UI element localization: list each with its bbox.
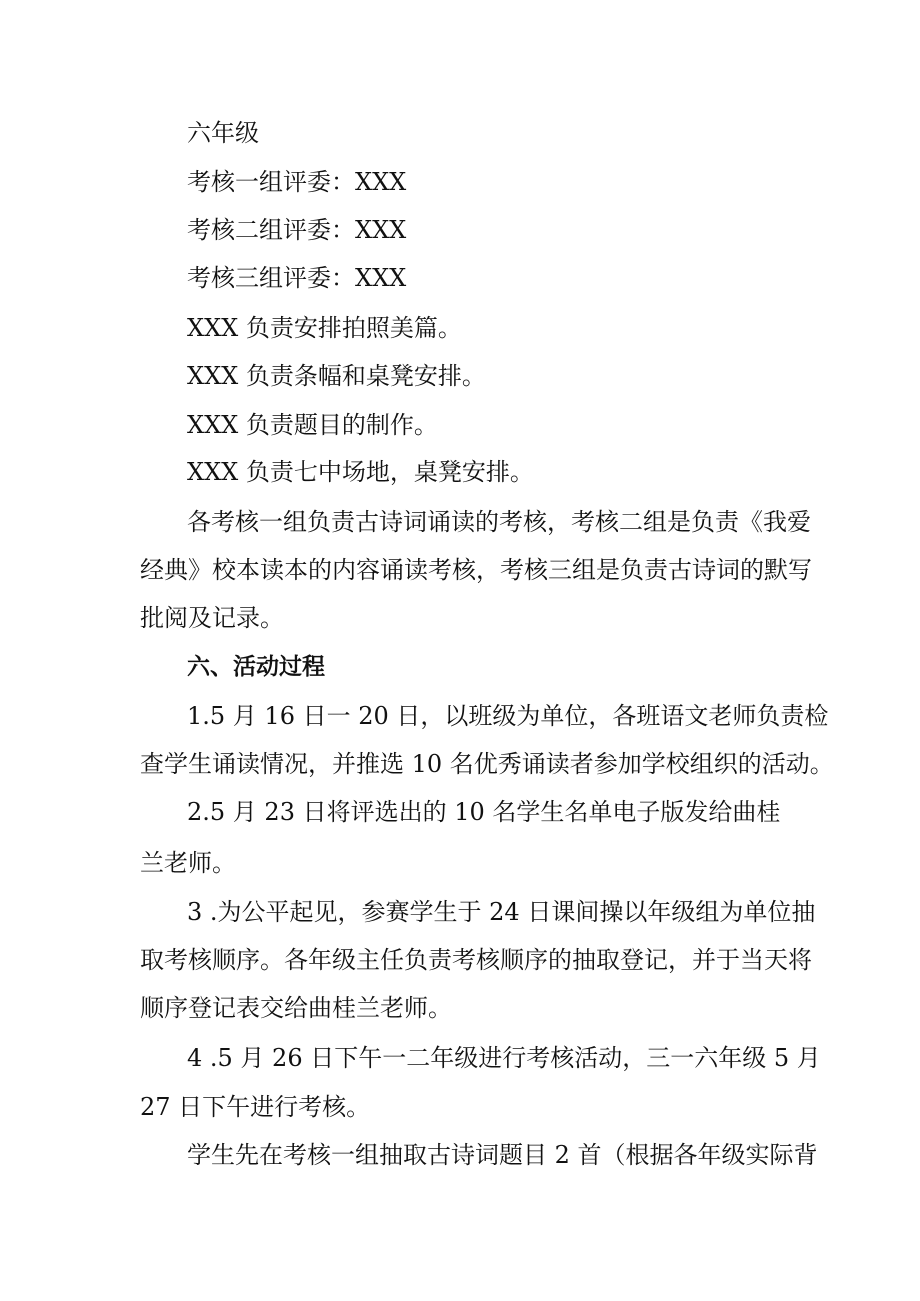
step-1-line-1: 1.5 月 16 日一 20 日，以班级为单位，各班语文老师负责检 [187,702,829,730]
step-3-line-3: 顺序登记表交给曲桂兰老师。 [140,994,452,1022]
step-1-line-2: 查学生诵读情况，并推选 10 名优秀诵读者参加学校组织的活动。 [140,750,834,778]
judge-group-1: 考核一组评委：XXX [187,168,407,196]
step-4-line-1: 4 .5 月 26 日下午一二年级进行考核活动，三一六年级 5 月 [187,1044,821,1072]
duty-questions: XXX 负责题目的制作。 [187,411,438,439]
duty-photo: XXX 负责安排拍照美篇。 [187,314,462,342]
judge-group-3: 考核三组评委：XXX [187,264,407,292]
step-3-line-2: 取考核顺序。各年级主任负责考核顺序的抽取登记，并于当天将 [140,946,812,974]
duty-banner: XXX 负责条幅和桌凳安排。 [187,362,486,390]
duty-venue: XXX 负责七中场地，桌凳安排。 [187,458,534,486]
step-2-line-2: 兰老师。 [140,849,236,877]
step-4-line-2: 27 日下午进行考核。 [140,1093,371,1121]
step-3-line-1: 3 .为公平起见，参赛学生于 24 日课间操以年级组为单位抽 [187,898,816,926]
judge-group-2: 考核二组评委：XXX [187,216,407,244]
paragraph-groups-line-1: 各考核一组负责古诗词诵读的考核，考核二组是负责《我爱 [187,508,811,536]
section-heading: 六、活动过程 [187,654,325,680]
paragraph-students-line-1: 学生先在考核一组抽取古诗词题目 2 首（根据各年级实际背 [187,1141,818,1169]
step-2-line-1: 2.5 月 23 日将评选出的 10 名学生名单电子版发给曲桂 [187,798,781,826]
paragraph-groups-line-2: 经典》校本读本的内容诵读考核，考核三组是负责古诗词的默写 [140,556,812,584]
paragraph-groups-line-3: 批阅及记录。 [140,604,284,632]
grade-label: 六年级 [187,119,259,147]
